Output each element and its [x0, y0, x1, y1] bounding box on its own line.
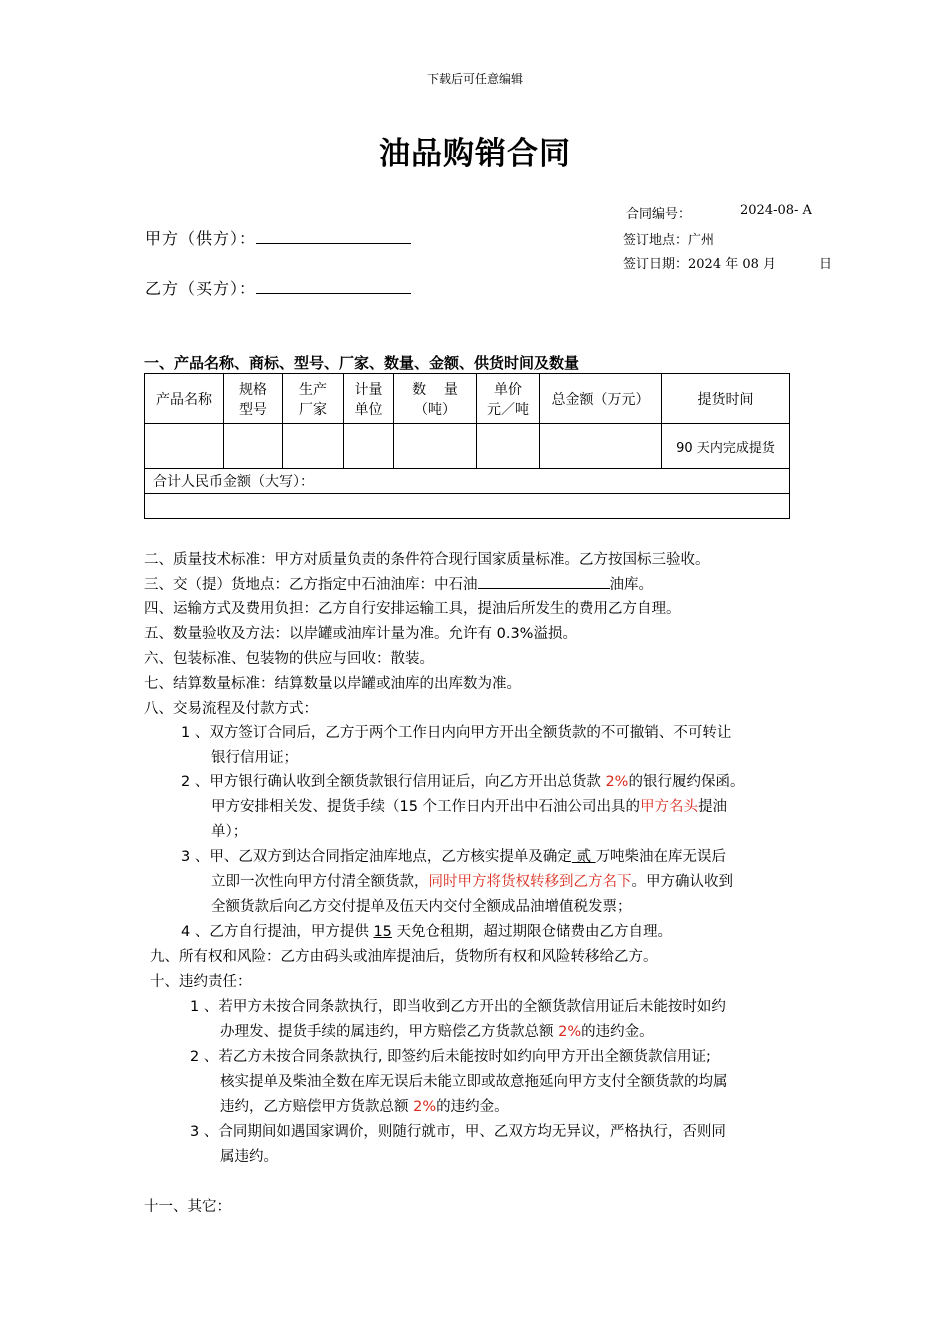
clause-10-2-line2: 核实提单及柴油全数在库无误后未能立即或故意拖延向甲方支付全额货款的均属	[220, 1074, 728, 1090]
page-title: 油品购销合同	[379, 136, 571, 172]
total-amount-value	[145, 494, 790, 519]
clause-8-1-line1: 1 、双方签订合同后，乙方于两个工作日内向甲方开出全额货款的不可撤销、不可转让	[181, 725, 732, 741]
section-1-title: 一、产品名称、商标、型号、厂家、数量、金额、供货时间及数量	[144, 354, 580, 372]
clause-5: 五、数量验收及方法：以岸罐或油库计量为准。允许有 0.3%溢损。	[144, 626, 577, 642]
clause-3: 三、交（提）货地点：乙方指定中石油油库：中石油 油库。	[144, 573, 653, 598]
clause-8-2-line3: 单）；	[211, 824, 248, 840]
clause-9: 九、所有权和风险：乙方由码头或油库提油后，货物所有权和风险转移给乙方。	[150, 949, 658, 965]
clause-8-1-line2: 银行信用证；	[211, 750, 298, 766]
cell-manufacturer	[283, 424, 344, 469]
clause-10-1-line1: 1 、若甲方未按合同条款执行，即当收到乙方开出的全额货款信用证后未能按时如约	[190, 999, 726, 1015]
clause-7: 七、结算数量标准：结算数量以岸罐或油库的出库数为准。	[144, 676, 521, 692]
cell-spec	[224, 424, 283, 469]
table-total-row	[145, 469, 790, 494]
sign-date-day: 日	[819, 257, 833, 272]
header-note: 下载后可任意编辑	[426, 72, 523, 86]
header-unit-price: 单价 元／吨	[477, 374, 540, 424]
sign-place: 签订地点：广州	[623, 233, 715, 248]
clause-10: 十、违约责任：	[150, 974, 252, 990]
clause-8-2-line1: 2 、甲方银行确认收到全额货款银行信用证后，向乙方开出总货款 2%的银行履约保函。	[181, 774, 745, 790]
contract-no-label: 合同编号：	[626, 207, 692, 222]
clause-10-3-line2: 属违约。	[220, 1149, 278, 1165]
party-b-row	[145, 276, 411, 299]
header-product-name: 产品名称	[145, 374, 224, 424]
cell-delivery-time: 90 天内完成提货	[662, 424, 790, 469]
clause-8-2-line2: 甲方安排相关发、提货手续（15 个工作日内开出中石油公司出具的甲方名头提油	[211, 799, 728, 815]
header-manufacturer: 生产 厂家	[283, 374, 344, 424]
clause-10-2-line3: 违约，乙方赔偿甲方货款总额 2%的违约金。	[220, 1099, 509, 1115]
contract-no-value: 2024-08- A	[740, 203, 812, 218]
clause-10-2-line1: 2 、若乙方未按合同条款执行, 即签约后未能按时如约向甲方开出全额货款信用证;	[190, 1049, 711, 1065]
header-delivery-time: 提货时间	[662, 374, 790, 424]
header-unit: 计量 单位	[344, 374, 394, 424]
clause-2: 二、质量技术标准：甲方对质量负责的条件符合现行国家质量标准。乙方按国标三验收。	[144, 552, 710, 568]
total-amount-label: 合计人民币金额（大写）：	[145, 469, 790, 494]
clause-8-3-line3: 全额货款后向乙方交付提单及伍天内交付全额成品油增值税发票；	[211, 899, 632, 915]
table-blank-row	[145, 494, 790, 519]
clause-8-4: 4 、乙方自行提油，甲方提供 15 天免仓租期，超过期限仓储费由乙方自理。	[181, 924, 673, 940]
cell-unit-price	[477, 424, 540, 469]
cell-product-name	[145, 424, 224, 469]
depot-blank	[478, 574, 610, 589]
cell-total-amount	[540, 424, 662, 469]
header-spec: 规格 型号	[224, 374, 283, 424]
party-a-label: 甲方（供方）：	[145, 229, 257, 248]
clause-8-3-line1: 3 、甲、乙双方到达合同指定油库地点，乙方核实提单及确定 贰 万吨柴油在库无误后	[181, 849, 727, 865]
clause-8: 八、交易流程及付款方式：	[144, 701, 318, 717]
party-b-label: 乙方（买方）：	[145, 279, 257, 298]
clause-4: 四、运输方式及费用负担：乙方自行安排运输工具，提油后所发生的费用乙方自理。	[144, 601, 681, 617]
clause-6: 六、包装标准、包装物的供应与回收：散装。	[144, 651, 434, 667]
clause-10-3-line1: 3 、合同期间如遇国家调价，则随行就市，甲、乙双方均无异议，严格执行，否则同	[190, 1124, 726, 1140]
table-row	[145, 424, 790, 469]
party-a-blank	[256, 229, 411, 244]
product-table	[144, 373, 790, 519]
party-b-blank	[256, 279, 411, 294]
party-a-row	[145, 226, 411, 249]
cell-unit	[344, 424, 394, 469]
header-quantity: 数 量 （吨）	[394, 374, 477, 424]
clause-11: 十一、其它：	[144, 1199, 231, 1215]
clause-8-3-line2: 立即一次性向甲方付清全额货款，同时甲方将货权转移到乙方名下。甲方确认收到	[211, 874, 733, 890]
header-total-amount: 总金额（万元）	[540, 374, 662, 424]
table-header-row	[145, 374, 790, 424]
sign-date: 签订日期：2024 年 08 月	[623, 257, 777, 272]
cell-quantity	[394, 424, 477, 469]
clause-10-1-line2: 办理发、提货手续的属违约，甲方赔偿乙方货款总额 2%的违约金。	[220, 1024, 654, 1040]
